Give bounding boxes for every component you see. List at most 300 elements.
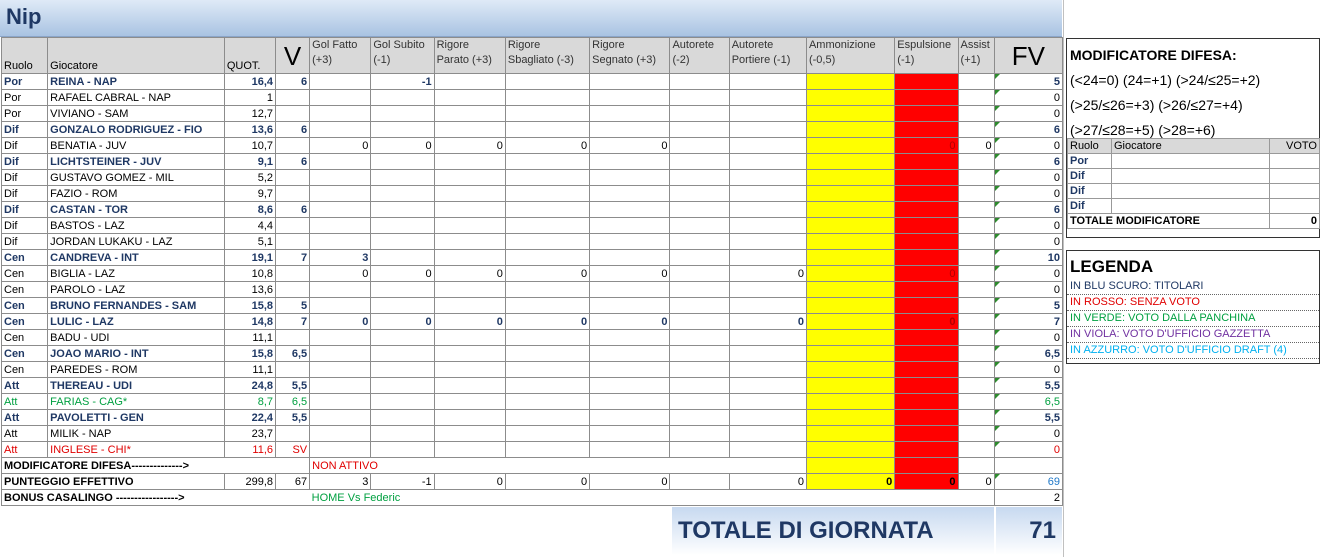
player-ruolo: Att: [2, 378, 48, 394]
player-rigore-sbagliato: [505, 234, 589, 250]
player-quot: 13,6: [224, 282, 275, 298]
player-assist: [958, 90, 994, 106]
player-rigore-sbagliato: [505, 410, 589, 426]
mod-row-role: Dif: [1068, 184, 1112, 199]
player-gol-fatto: 0: [310, 314, 371, 330]
player-row: [2, 122, 1063, 138]
modificatore-rule-1: (<24=0) (24=+1) (>24/≤25=+2): [1070, 72, 1261, 88]
player-rigore-segnato: [590, 282, 670, 298]
player-gol-fatto: [310, 74, 371, 90]
modificatore-row: [2, 458, 1063, 474]
player-espulsione: 0: [895, 314, 958, 330]
player-assist: [958, 106, 994, 122]
player-assist: [958, 154, 994, 170]
player-ruolo: Cen: [2, 362, 48, 378]
player-autorete: [670, 298, 729, 314]
player-gol-fatto: 0: [310, 138, 371, 154]
player-rigore-sbagliato: [505, 394, 589, 410]
col-ammonizione: Ammonizione (-0,5): [806, 38, 894, 74]
player-rigore-segnato: [590, 426, 670, 442]
player-espulsione: 0: [895, 138, 958, 154]
player-autorete-portiere: [729, 250, 806, 266]
player-rigore-segnato: [590, 394, 670, 410]
player-rigore-sbagliato: 0: [505, 266, 589, 282]
mod-row-voto: [1270, 154, 1320, 169]
player-rigore-sbagliato: [505, 106, 589, 122]
player-quot: 15,8: [224, 298, 275, 314]
player-quot: 16,4: [224, 74, 275, 90]
player-quot: 1: [224, 90, 275, 106]
player-autorete-portiere: [729, 218, 806, 234]
player-voto: [276, 234, 310, 250]
player-ammonizione: [806, 266, 894, 282]
player-quot: 23,7: [224, 426, 275, 442]
player-gol-fatto: [310, 186, 371, 202]
player-rigore-sbagliato: [505, 122, 589, 138]
player-espulsione: 0: [895, 266, 958, 282]
mod-row: [1068, 169, 1320, 184]
mod-row: [1068, 154, 1320, 169]
player-gol-subito: [371, 154, 434, 170]
player-gol-fatto: [310, 410, 371, 426]
punteggio-rp: 0: [434, 474, 505, 490]
player-giocatore: FARIAS - CAG*: [48, 394, 225, 410]
player-ruolo: Por: [2, 90, 48, 106]
player-gol-fatto: [310, 442, 371, 458]
player-rigore-parato: [434, 410, 505, 426]
player-giocatore: GONZALO RODRIGUEZ - FIO: [48, 122, 225, 138]
player-ammonizione: [806, 250, 894, 266]
player-espulsione: [895, 202, 958, 218]
player-ruolo: Dif: [2, 234, 48, 250]
player-ruolo: Dif: [2, 122, 48, 138]
player-row: [2, 170, 1063, 186]
player-ruolo: Por: [2, 74, 48, 90]
player-espulsione: [895, 362, 958, 378]
punteggio-am: 0: [806, 474, 894, 490]
player-autorete: [670, 378, 729, 394]
player-rigore-segnato: [590, 154, 670, 170]
mod-col-ruolo: Ruolo: [1068, 139, 1112, 154]
player-assist: [958, 314, 994, 330]
player-gol-subito: [371, 394, 434, 410]
player-autorete: [670, 234, 729, 250]
player-giocatore: CANDREVA - INT: [48, 250, 225, 266]
player-giocatore: LICHTSTEINER - JUV: [48, 154, 225, 170]
player-ammonizione: [806, 330, 894, 346]
player-autorete-portiere: [729, 138, 806, 154]
player-fv: 0: [994, 442, 1062, 458]
player-ammonizione: [806, 394, 894, 410]
punteggio-rsb: 0: [505, 474, 589, 490]
player-gol-subito: [371, 330, 434, 346]
player-rigore-parato: [434, 442, 505, 458]
punteggio-gs: -1: [371, 474, 434, 490]
player-row: [2, 346, 1063, 362]
player-voto: 6: [276, 202, 310, 218]
player-gol-subito: [371, 410, 434, 426]
header-row: [2, 38, 1063, 74]
player-rigore-sbagliato: [505, 282, 589, 298]
player-rigore-segnato: 0: [590, 314, 670, 330]
player-gol-fatto: [310, 378, 371, 394]
player-fv: 6,5: [994, 394, 1062, 410]
player-row: [2, 218, 1063, 234]
player-rigore-parato: [434, 282, 505, 298]
player-fv: 0: [994, 282, 1062, 298]
bonus-value: HOME Vs Federic: [310, 490, 995, 506]
punteggio-v: 67: [276, 474, 310, 490]
player-fv: 5: [994, 298, 1062, 314]
player-gol-subito: [371, 202, 434, 218]
team-title-bar: [0, 0, 1062, 37]
player-rigore-parato: [434, 74, 505, 90]
player-rigore-sbagliato: [505, 378, 589, 394]
player-espulsione: [895, 234, 958, 250]
player-rigore-sbagliato: [505, 90, 589, 106]
player-ruolo: Cen: [2, 250, 48, 266]
player-assist: 0: [958, 138, 994, 154]
player-rigore-segnato: [590, 346, 670, 362]
player-fv: 0: [994, 138, 1062, 154]
player-assist: [958, 426, 994, 442]
player-rigore-segnato: [590, 106, 670, 122]
player-ammonizione: [806, 314, 894, 330]
player-row: [2, 378, 1063, 394]
player-voto: 6: [276, 74, 310, 90]
player-voto: [276, 106, 310, 122]
player-ruolo: Att: [2, 426, 48, 442]
punteggio-label: PUNTEGGIO EFFETTIVO: [2, 474, 225, 490]
player-quot: 15,8: [224, 346, 275, 362]
player-voto: [276, 426, 310, 442]
player-ruolo: Cen: [2, 282, 48, 298]
player-quot: 5,2: [224, 170, 275, 186]
player-gol-subito: [371, 186, 434, 202]
player-assist: [958, 410, 994, 426]
player-assist: [958, 282, 994, 298]
player-rigore-parato: [434, 330, 505, 346]
player-row: [2, 202, 1063, 218]
col-giocatore: Giocatore: [48, 38, 225, 74]
bonus-row: [2, 490, 1063, 506]
player-espulsione: [895, 410, 958, 426]
player-quot: 9,7: [224, 186, 275, 202]
player-rigore-segnato: [590, 122, 670, 138]
player-giocatore: RAFAEL CABRAL - NAP: [48, 90, 225, 106]
col-gol-fatto: Gol Fatto (+3): [310, 38, 371, 74]
col-gol-subito: Gol Subito (-1): [371, 38, 434, 74]
player-autorete: [670, 74, 729, 90]
player-rigore-segnato: 0: [590, 138, 670, 154]
player-espulsione: [895, 378, 958, 394]
player-espulsione: [895, 122, 958, 138]
col-autorete-portiere: Autorete Portiere (-1): [729, 38, 806, 74]
modificatore-label: MODIFICATORE DIFESA-------------->: [2, 458, 310, 474]
player-ammonizione: [806, 170, 894, 186]
player-rigore-parato: [434, 426, 505, 442]
player-rigore-segnato: [590, 442, 670, 458]
player-gol-subito: 0: [371, 266, 434, 282]
player-ruolo: Dif: [2, 138, 48, 154]
player-autorete-portiere: [729, 282, 806, 298]
player-gol-fatto: [310, 170, 371, 186]
player-ruolo: Por: [2, 106, 48, 122]
player-rigore-segnato: [590, 234, 670, 250]
player-espulsione: [895, 170, 958, 186]
player-giocatore: CASTAN - TOR: [48, 202, 225, 218]
player-fv: 0: [994, 170, 1062, 186]
player-gol-fatto: 0: [310, 266, 371, 282]
player-row: [2, 314, 1063, 330]
player-row: [2, 106, 1063, 122]
modificatore-status: NON ATTIVO: [310, 458, 807, 474]
mod-total-value: 0: [1270, 214, 1320, 229]
player-voto: 6,5: [276, 394, 310, 410]
player-quot: 11,6: [224, 442, 275, 458]
mod-total-label: TOTALE MODIFICATORE: [1068, 214, 1270, 229]
player-gol-fatto: [310, 426, 371, 442]
player-voto: 6: [276, 122, 310, 138]
player-rigore-sbagliato: [505, 170, 589, 186]
player-gol-fatto: [310, 90, 371, 106]
player-row: [2, 426, 1063, 442]
player-autorete: [670, 218, 729, 234]
player-gol-subito: [371, 442, 434, 458]
player-espulsione: [895, 282, 958, 298]
player-fv: 0: [994, 90, 1062, 106]
player-rigore-segnato: [590, 362, 670, 378]
player-rigore-sbagliato: [505, 250, 589, 266]
player-autorete: [670, 362, 729, 378]
player-autorete: [670, 442, 729, 458]
player-espulsione: [895, 426, 958, 442]
player-autorete-portiere: [729, 202, 806, 218]
player-giocatore: BIGLIA - LAZ: [48, 266, 225, 282]
legenda-title: LEGENDA: [1070, 257, 1154, 276]
player-row: [2, 266, 1063, 282]
mod-row-player: [1112, 169, 1270, 184]
totale-label: TOTALE DI GIORNATA: [678, 517, 934, 544]
player-autorete: [670, 154, 729, 170]
player-quot: 13,6: [224, 122, 275, 138]
player-giocatore: MILIK - NAP: [48, 426, 225, 442]
player-ruolo: Cen: [2, 346, 48, 362]
player-row: [2, 330, 1063, 346]
player-ruolo: Cen: [2, 314, 48, 330]
player-ammonizione: [806, 218, 894, 234]
player-fv: 5,5: [994, 378, 1062, 394]
player-espulsione: [895, 106, 958, 122]
player-row: [2, 282, 1063, 298]
player-voto: 7: [276, 314, 310, 330]
player-giocatore: REINA - NAP: [48, 74, 225, 90]
player-voto: SV: [276, 442, 310, 458]
player-rigore-parato: [434, 186, 505, 202]
player-espulsione: [895, 250, 958, 266]
player-autorete-portiere: 0: [729, 314, 806, 330]
player-gol-subito: [371, 346, 434, 362]
player-voto: [276, 138, 310, 154]
player-ruolo: Dif: [2, 154, 48, 170]
player-autorete-portiere: [729, 362, 806, 378]
player-ammonizione: [806, 378, 894, 394]
player-quot: 19,1: [224, 250, 275, 266]
player-autorete: [670, 410, 729, 426]
player-autorete: [670, 394, 729, 410]
player-espulsione: [895, 298, 958, 314]
player-rigore-segnato: [590, 74, 670, 90]
player-rigore-segnato: [590, 410, 670, 426]
player-rigore-sbagliato: [505, 154, 589, 170]
player-assist: [958, 250, 994, 266]
player-rigore-sbagliato: [505, 346, 589, 362]
mod-row-player: [1112, 199, 1270, 214]
col-rigore-parato: Rigore Parato (+3): [434, 38, 505, 74]
player-quot: 24,8: [224, 378, 275, 394]
player-row: [2, 394, 1063, 410]
player-autorete: [670, 314, 729, 330]
player-rigore-parato: 0: [434, 138, 505, 154]
punteggio-rse: 0: [590, 474, 670, 490]
player-autorete: [670, 90, 729, 106]
modificatore-box: [1066, 38, 1320, 238]
player-quot: 10,8: [224, 266, 275, 282]
player-gol-fatto: [310, 298, 371, 314]
player-ammonizione: [806, 186, 894, 202]
player-autorete-portiere: [729, 90, 806, 106]
player-row: [2, 90, 1063, 106]
player-espulsione: [895, 186, 958, 202]
player-fv: 0: [994, 426, 1062, 442]
player-rigore-parato: [434, 298, 505, 314]
mod-esp-cell: [895, 458, 958, 474]
player-autorete: [670, 250, 729, 266]
col-espulsione: Espulsione (-1): [895, 38, 958, 74]
player-rigore-parato: [434, 122, 505, 138]
player-quot: 11,1: [224, 330, 275, 346]
player-rigore-sbagliato: [505, 362, 589, 378]
mod-row-voto: [1270, 169, 1320, 184]
player-rigore-segnato: [590, 186, 670, 202]
player-row: [2, 186, 1063, 202]
player-voto: [276, 362, 310, 378]
player-gol-fatto: [310, 346, 371, 362]
player-assist: [958, 202, 994, 218]
player-ruolo: Dif: [2, 170, 48, 186]
player-gol-subito: [371, 378, 434, 394]
totale-value: 71: [1029, 517, 1056, 544]
player-rigore-sbagliato: 0: [505, 314, 589, 330]
player-giocatore: LULIC - LAZ: [48, 314, 225, 330]
player-ammonizione: [806, 426, 894, 442]
punteggio-row: [2, 474, 1063, 490]
player-ammonizione: [806, 74, 894, 90]
player-rigore-sbagliato: 0: [505, 138, 589, 154]
legenda-item-gazzetta: IN VIOLA: VOTO D'UFFICIO GAZZETTA: [1067, 327, 1319, 343]
player-fv: 6: [994, 202, 1062, 218]
player-gol-subito: [371, 170, 434, 186]
player-row: [2, 74, 1063, 90]
col-rigore-sbagliato: Rigore Sbagliato (-3): [505, 38, 589, 74]
player-rigore-segnato: [590, 170, 670, 186]
player-gol-subito: [371, 90, 434, 106]
player-autorete: [670, 346, 729, 362]
col-voto: V: [276, 38, 310, 74]
player-rigore-parato: [434, 106, 505, 122]
legenda-item-titolari: IN BLU SCURO: TITOLARI: [1067, 279, 1319, 295]
player-autorete-portiere: [729, 170, 806, 186]
player-voto: 5: [276, 298, 310, 314]
player-autorete: [670, 122, 729, 138]
player-autorete-portiere: [729, 234, 806, 250]
player-ammonizione: [806, 154, 894, 170]
mod-row: [1068, 199, 1320, 214]
modificatore-header: [1068, 139, 1320, 154]
legenda-item-draft: IN AZZURRO: VOTO D'UFFICIO DRAFT (4): [1067, 343, 1319, 359]
player-row: [2, 138, 1063, 154]
player-voto: 7: [276, 250, 310, 266]
player-rigore-parato: [434, 170, 505, 186]
player-espulsione: [895, 74, 958, 90]
player-ammonizione: [806, 90, 894, 106]
player-gol-fatto: [310, 202, 371, 218]
player-ammonizione: [806, 442, 894, 458]
player-voto: 6,5: [276, 346, 310, 362]
player-autorete-portiere: [729, 298, 806, 314]
player-gol-subito: [371, 298, 434, 314]
player-voto: [276, 330, 310, 346]
player-rigore-parato: [434, 154, 505, 170]
player-espulsione: [895, 330, 958, 346]
player-ruolo: Dif: [2, 202, 48, 218]
player-ruolo: Dif: [2, 186, 48, 202]
player-autorete-portiere: [729, 330, 806, 346]
player-assist: [958, 234, 994, 250]
mod-row-role: Dif: [1068, 169, 1112, 184]
player-autorete-portiere: [729, 378, 806, 394]
player-giocatore: JOAO MARIO - INT: [48, 346, 225, 362]
player-gol-subito: 0: [371, 138, 434, 154]
player-fv: 5,5: [994, 410, 1062, 426]
player-autorete: [670, 202, 729, 218]
player-giocatore: BADU - UDI: [48, 330, 225, 346]
player-row: [2, 410, 1063, 426]
player-autorete-portiere: [729, 74, 806, 90]
player-rigore-segnato: [590, 330, 670, 346]
mod-row: [1068, 184, 1320, 199]
player-assist: [958, 266, 994, 282]
player-fv: 0: [994, 218, 1062, 234]
player-quot: 10,7: [224, 138, 275, 154]
punteggio-gf: 3: [310, 474, 371, 490]
player-giocatore: BENATIA - JUV: [48, 138, 225, 154]
punteggio-fv: 69: [994, 474, 1062, 490]
player-rigore-sbagliato: [505, 74, 589, 90]
player-giocatore: PAVOLETTI - GEN: [48, 410, 225, 426]
mod-col-giocatore: Giocatore: [1112, 139, 1270, 154]
player-autorete-portiere: [729, 394, 806, 410]
player-giocatore: BRUNO FERNANDES - SAM: [48, 298, 225, 314]
player-gol-subito: [371, 234, 434, 250]
player-assist: [958, 186, 994, 202]
player-fv: 0: [994, 106, 1062, 122]
player-ruolo: Cen: [2, 266, 48, 282]
player-autorete: [670, 266, 729, 282]
player-voto: [276, 90, 310, 106]
score-table: [1, 37, 1063, 506]
player-espulsione: [895, 154, 958, 170]
